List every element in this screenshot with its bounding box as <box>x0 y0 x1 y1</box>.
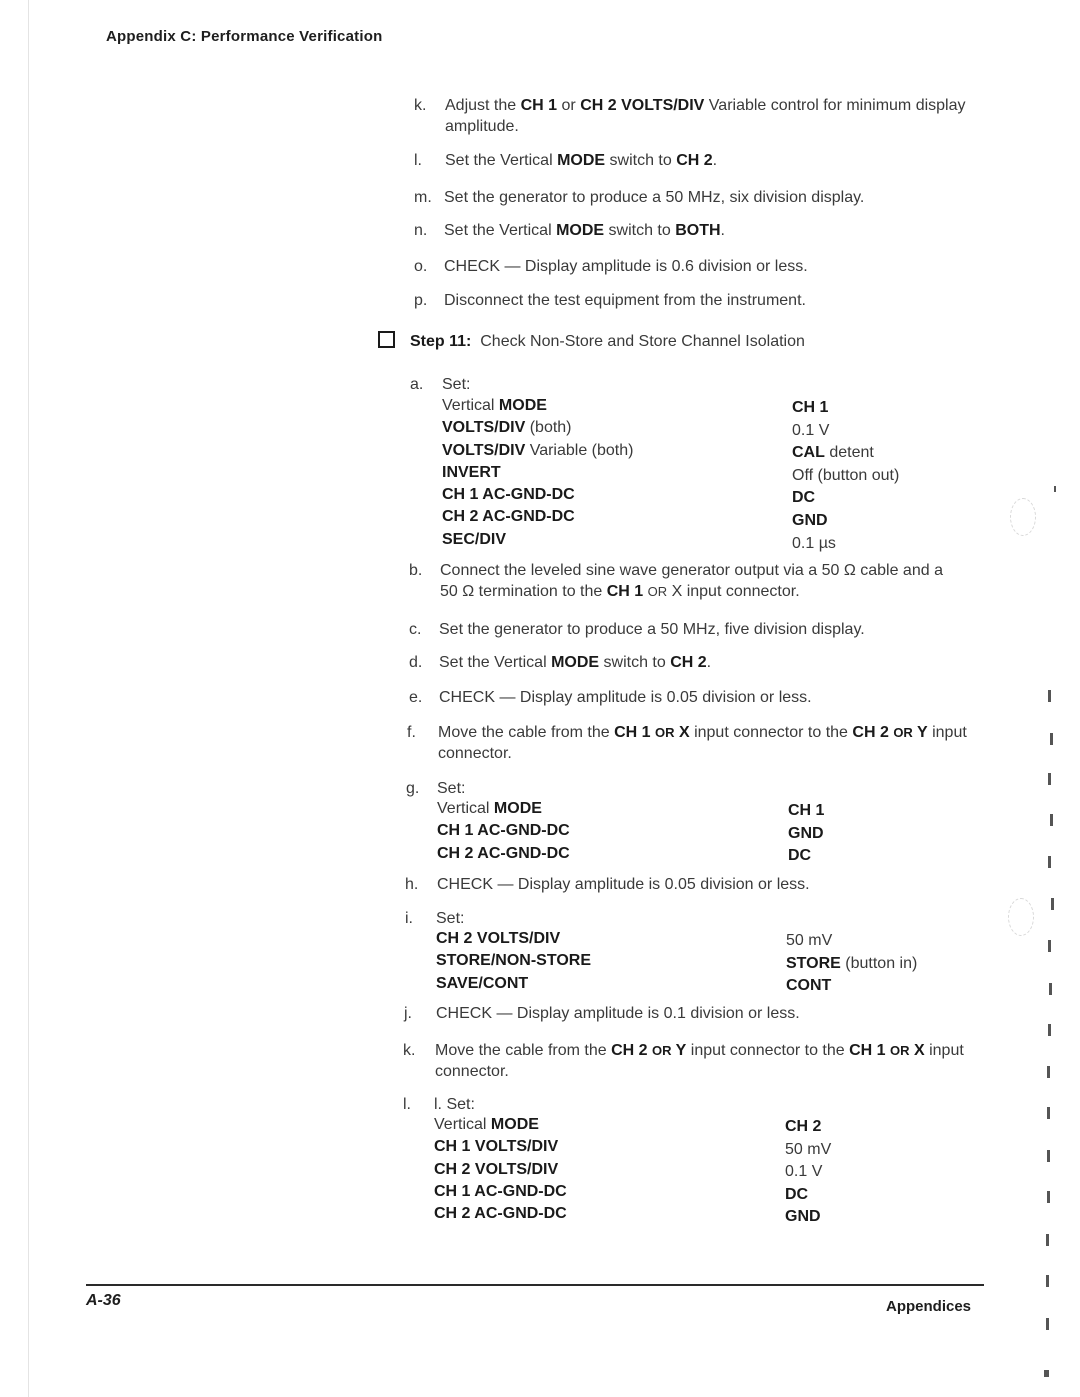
settings-row <box>436 930 956 952</box>
text-run: CH 2 AC-GND-DC <box>442 508 575 526</box>
settings-row <box>442 442 962 464</box>
text-run: CH 1 <box>520 97 558 114</box>
settings-row <box>436 952 956 974</box>
setting-name <box>436 952 591 970</box>
text-run: VOLTS/DIV <box>442 419 526 437</box>
settings-table <box>437 800 957 867</box>
setting-value <box>785 1208 821 1226</box>
setting-name <box>437 822 570 840</box>
setting-name <box>434 1116 539 1134</box>
settings-row <box>436 975 956 997</box>
text-run: BOTH <box>675 222 721 239</box>
item-label: n. <box>414 222 428 239</box>
settings-row <box>437 845 957 867</box>
text-run: Y <box>671 1042 687 1059</box>
text-run: DC <box>785 1185 809 1203</box>
text-run: STORE <box>786 954 841 972</box>
item-text <box>445 150 717 171</box>
settings-row <box>434 1183 954 1205</box>
page-header: Appendix C: Performance Verification <box>106 28 383 45</box>
footer-rule <box>86 1284 984 1286</box>
step-label: Step 11: <box>410 333 472 350</box>
text-run: 0.1 µs <box>792 534 836 552</box>
setting-value <box>786 932 832 950</box>
text-run: CAL <box>792 444 825 462</box>
text-run: X <box>674 724 690 741</box>
binding-mark <box>1047 1107 1050 1119</box>
text-run: Variable control for minimum display amplitude. <box>445 97 966 135</box>
text-run: CH 2 <box>611 1042 652 1059</box>
item-text <box>434 1094 475 1115</box>
text-run: switch to <box>605 152 677 169</box>
text-run: CH 1 AC-GND-DC <box>434 1182 567 1200</box>
text-run: GND <box>785 1208 821 1226</box>
text-run: CH 1 VOLTS/DIV <box>434 1138 559 1156</box>
text-run: Off (button out) <box>792 466 900 484</box>
margin-rule <box>28 0 29 1397</box>
binding-mark <box>1047 1150 1050 1162</box>
settings-table <box>434 1116 954 1227</box>
step-title: Check Non-Store and Store Channel Isolation <box>480 333 805 350</box>
text-run: MODE <box>493 800 542 817</box>
setting-value <box>785 1118 821 1136</box>
binding-mark <box>1048 856 1051 868</box>
settings-table <box>442 397 962 553</box>
text-run: MODE <box>498 397 547 414</box>
text-run: CH 2 VOLTS/DIV <box>434 1160 559 1178</box>
item-label: h. <box>405 876 419 893</box>
text-run: input connector. <box>435 1042 964 1080</box>
item-text <box>439 687 812 708</box>
item-text <box>438 722 983 764</box>
text-run: Connect the leveled sine wave generator output via a 50 Ω cable and a 50 Ω termination to the <box>440 562 943 600</box>
text-run: CH 1 <box>788 802 825 819</box>
text-run: switch to <box>599 654 671 671</box>
settings-row <box>437 800 957 822</box>
text-run: Adjust the <box>445 97 521 114</box>
text-run: CHECK — Display amplitude is 0.05 division or less. <box>437 876 810 893</box>
binding-mark <box>1047 1191 1050 1203</box>
text-run: . <box>720 222 725 239</box>
text-run: DC <box>792 489 816 507</box>
text-run: MODE <box>556 222 605 239</box>
step-checkbox[interactable] <box>378 331 395 348</box>
setting-name <box>434 1138 558 1156</box>
text-run: CHECK — Display amplitude is 0.05 division or less. <box>439 689 812 706</box>
text-run: CH 2 <box>676 152 713 169</box>
text-run: MODE <box>490 1116 539 1133</box>
text-run: input connector to the <box>689 724 853 741</box>
text-run: Set: <box>442 376 471 393</box>
text-run: STORE/NON-STORE <box>436 952 591 970</box>
text-run: CH 2 VOLTS/DIV <box>436 930 561 947</box>
item-label: f. <box>407 724 416 741</box>
text-run: detent <box>824 444 874 462</box>
setting-name <box>442 486 575 504</box>
text-run: Vertical <box>434 1116 491 1133</box>
text-run: X <box>909 1042 925 1059</box>
item-text <box>439 619 865 640</box>
text-run: Variable (both) <box>525 441 634 459</box>
binding-mark <box>1046 1275 1049 1287</box>
text-run: OR <box>647 584 668 599</box>
text-run: CH 1 <box>792 399 829 416</box>
setting-name <box>442 419 572 437</box>
item-text <box>436 1003 800 1024</box>
setting-name <box>436 930 560 948</box>
binding-mark <box>1050 733 1053 745</box>
text-run: Set: <box>437 780 466 797</box>
settings-row <box>442 486 962 508</box>
setting-value <box>785 1163 822 1181</box>
section-name: Appendices <box>886 1298 972 1315</box>
text-run: Set the generator to produce a 50 MHz, five division display. <box>439 621 865 638</box>
text-run: CH 1 <box>614 724 655 741</box>
text-run: l. Set: <box>434 1096 475 1113</box>
text-run: MODE <box>551 654 600 671</box>
setting-name <box>434 1161 558 1179</box>
binding-mark <box>1047 1066 1050 1078</box>
text-run: INVERT <box>442 463 501 481</box>
text-run: CONT <box>786 977 832 995</box>
text-run: (both) <box>525 419 572 437</box>
text-run: CH 1 AC-GND-DC <box>437 822 570 840</box>
text-run: Vertical <box>437 800 494 817</box>
binding-mark <box>1046 1318 1049 1330</box>
text-run: 50 mV <box>785 1140 832 1158</box>
item-text <box>437 778 465 799</box>
text-run: GND <box>788 824 824 842</box>
text-run: OR <box>652 1043 672 1058</box>
text-run: CH 1 AC-GND-DC <box>442 486 575 504</box>
item-label: i. <box>405 910 413 927</box>
text-run: Set the Vertical <box>445 152 558 169</box>
text-run: CH 2 AC-GND-DC <box>434 1205 567 1223</box>
item-label: k. <box>403 1042 416 1059</box>
text-run: input connector to the <box>686 1042 850 1059</box>
setting-name <box>442 397 547 415</box>
item-text <box>444 220 725 241</box>
settings-row <box>442 531 962 553</box>
text-run: GND <box>792 511 828 529</box>
text-run: OR <box>890 1043 910 1058</box>
item-text <box>439 652 711 673</box>
text-run: MODE <box>557 152 606 169</box>
item-text <box>435 1040 980 1082</box>
text-run: OR <box>893 725 913 740</box>
item-label: b. <box>409 562 423 579</box>
item-text <box>445 95 984 137</box>
item-label: m. <box>414 189 432 206</box>
binding-mark <box>1048 940 1051 952</box>
text-run: Set the generator to produce a 50 MHz, six division display. <box>444 189 865 206</box>
item-text <box>436 908 464 929</box>
setting-value <box>788 802 824 820</box>
text-run: SEC/DIV <box>442 530 507 548</box>
text-run: Vertical <box>442 397 499 414</box>
binding-ring-mark <box>1010 498 1036 536</box>
binding-mark <box>1049 983 1052 995</box>
text-run: CH 2 AC-GND-DC <box>437 844 570 862</box>
text-run: 0.1 V <box>785 1163 823 1181</box>
text-run: 50 mV <box>786 932 833 949</box>
text-run: . <box>712 152 718 169</box>
binding-mark <box>1050 814 1053 826</box>
setting-value <box>792 444 874 462</box>
settings-row <box>434 1138 954 1160</box>
binding-mark <box>1044 1370 1049 1377</box>
item-label: j. <box>404 1005 412 1022</box>
text-run: switch to <box>604 222 676 239</box>
text-run: CH 1 <box>606 583 644 600</box>
text-run: Move the cable from the <box>435 1042 612 1059</box>
setting-name <box>437 845 570 863</box>
text-run: SAVE/CONT <box>436 974 529 992</box>
setting-name <box>442 442 633 460</box>
setting-name <box>436 975 528 993</box>
item-label: a. <box>410 376 424 393</box>
text-run: . <box>706 654 712 671</box>
setting-value <box>792 422 829 440</box>
setting-value <box>786 977 831 995</box>
list-item <box>407 722 987 766</box>
settings-row <box>434 1116 954 1138</box>
text-run: Disconnect the test equipment from the instrument. <box>444 292 806 309</box>
setting-value <box>786 955 917 973</box>
settings-row <box>434 1205 954 1227</box>
item-text <box>440 560 960 602</box>
binding-mark <box>1048 773 1051 785</box>
binding-mark <box>1046 1234 1049 1246</box>
text-run: Y <box>912 724 928 741</box>
setting-name <box>434 1205 567 1223</box>
text-run: or <box>557 97 581 114</box>
setting-value <box>792 467 899 485</box>
item-label: p. <box>414 292 428 309</box>
text-run: CH 2 <box>670 654 707 671</box>
text-run: (button in) <box>840 954 918 972</box>
setting-value <box>785 1186 808 1204</box>
binding-ring-mark <box>1008 898 1034 936</box>
text-run: CHECK — Display amplitude is 0.1 division or less. <box>436 1005 800 1022</box>
binding-mark <box>1048 1024 1051 1036</box>
setting-name <box>434 1183 567 1201</box>
page-number: A-36 <box>86 1292 121 1309</box>
settings-row <box>442 464 962 486</box>
text-run: X input connector. <box>667 583 800 600</box>
setting-name <box>442 508 575 526</box>
setting-value <box>792 399 828 417</box>
text-run: Move the cable from the <box>438 724 615 741</box>
list-item <box>403 1040 983 1084</box>
item-label: l. <box>403 1096 411 1113</box>
item-label: e. <box>409 689 423 706</box>
text-run: CH 1 <box>849 1042 891 1059</box>
setting-name <box>442 464 501 482</box>
text-run: DC <box>788 847 812 865</box>
setting-value <box>785 1141 831 1159</box>
setting-value <box>788 847 811 865</box>
setting-value <box>792 535 836 553</box>
settings-row <box>442 419 962 441</box>
settings-table <box>436 930 956 997</box>
setting-value <box>792 512 828 530</box>
item-label: c. <box>409 621 422 638</box>
item-text <box>444 187 864 208</box>
settings-row <box>442 397 962 419</box>
binding-mark <box>1051 898 1054 910</box>
setting-value <box>792 489 815 507</box>
item-label: d. <box>409 654 423 671</box>
text-run: OR <box>655 725 675 740</box>
item-label: l. <box>414 152 422 169</box>
settings-row <box>442 508 962 530</box>
text-run: CHECK — Display amplitude is 0.6 division or less. <box>444 258 808 275</box>
text-run: CH 2 <box>852 724 894 741</box>
text-run: 0.1 V <box>792 421 830 439</box>
text-run: VOLTS/DIV <box>442 441 526 459</box>
text-run: CH 2 VOLTS/DIV <box>580 97 705 114</box>
item-text <box>437 874 810 895</box>
list-item <box>409 560 959 604</box>
settings-row <box>437 822 957 844</box>
text-run: Set the Vertical <box>444 222 557 239</box>
item-label: k. <box>414 97 427 114</box>
setting-name <box>437 800 542 818</box>
item-text <box>444 290 806 311</box>
binding-mark <box>1048 690 1051 702</box>
text-run: CH 2 <box>785 1118 822 1135</box>
binding-mark <box>1054 486 1056 492</box>
item-text <box>444 256 808 277</box>
item-label: g. <box>406 780 420 797</box>
step-heading <box>410 333 805 351</box>
list-item <box>414 95 984 139</box>
text-run: Set: <box>436 910 465 927</box>
text-run: Set the Vertical <box>439 654 552 671</box>
settings-row <box>434 1161 954 1183</box>
setting-value <box>788 825 824 843</box>
setting-name <box>442 531 506 549</box>
text-run: input connector. <box>438 724 967 762</box>
item-label: o. <box>414 258 428 275</box>
item-text <box>442 374 470 395</box>
